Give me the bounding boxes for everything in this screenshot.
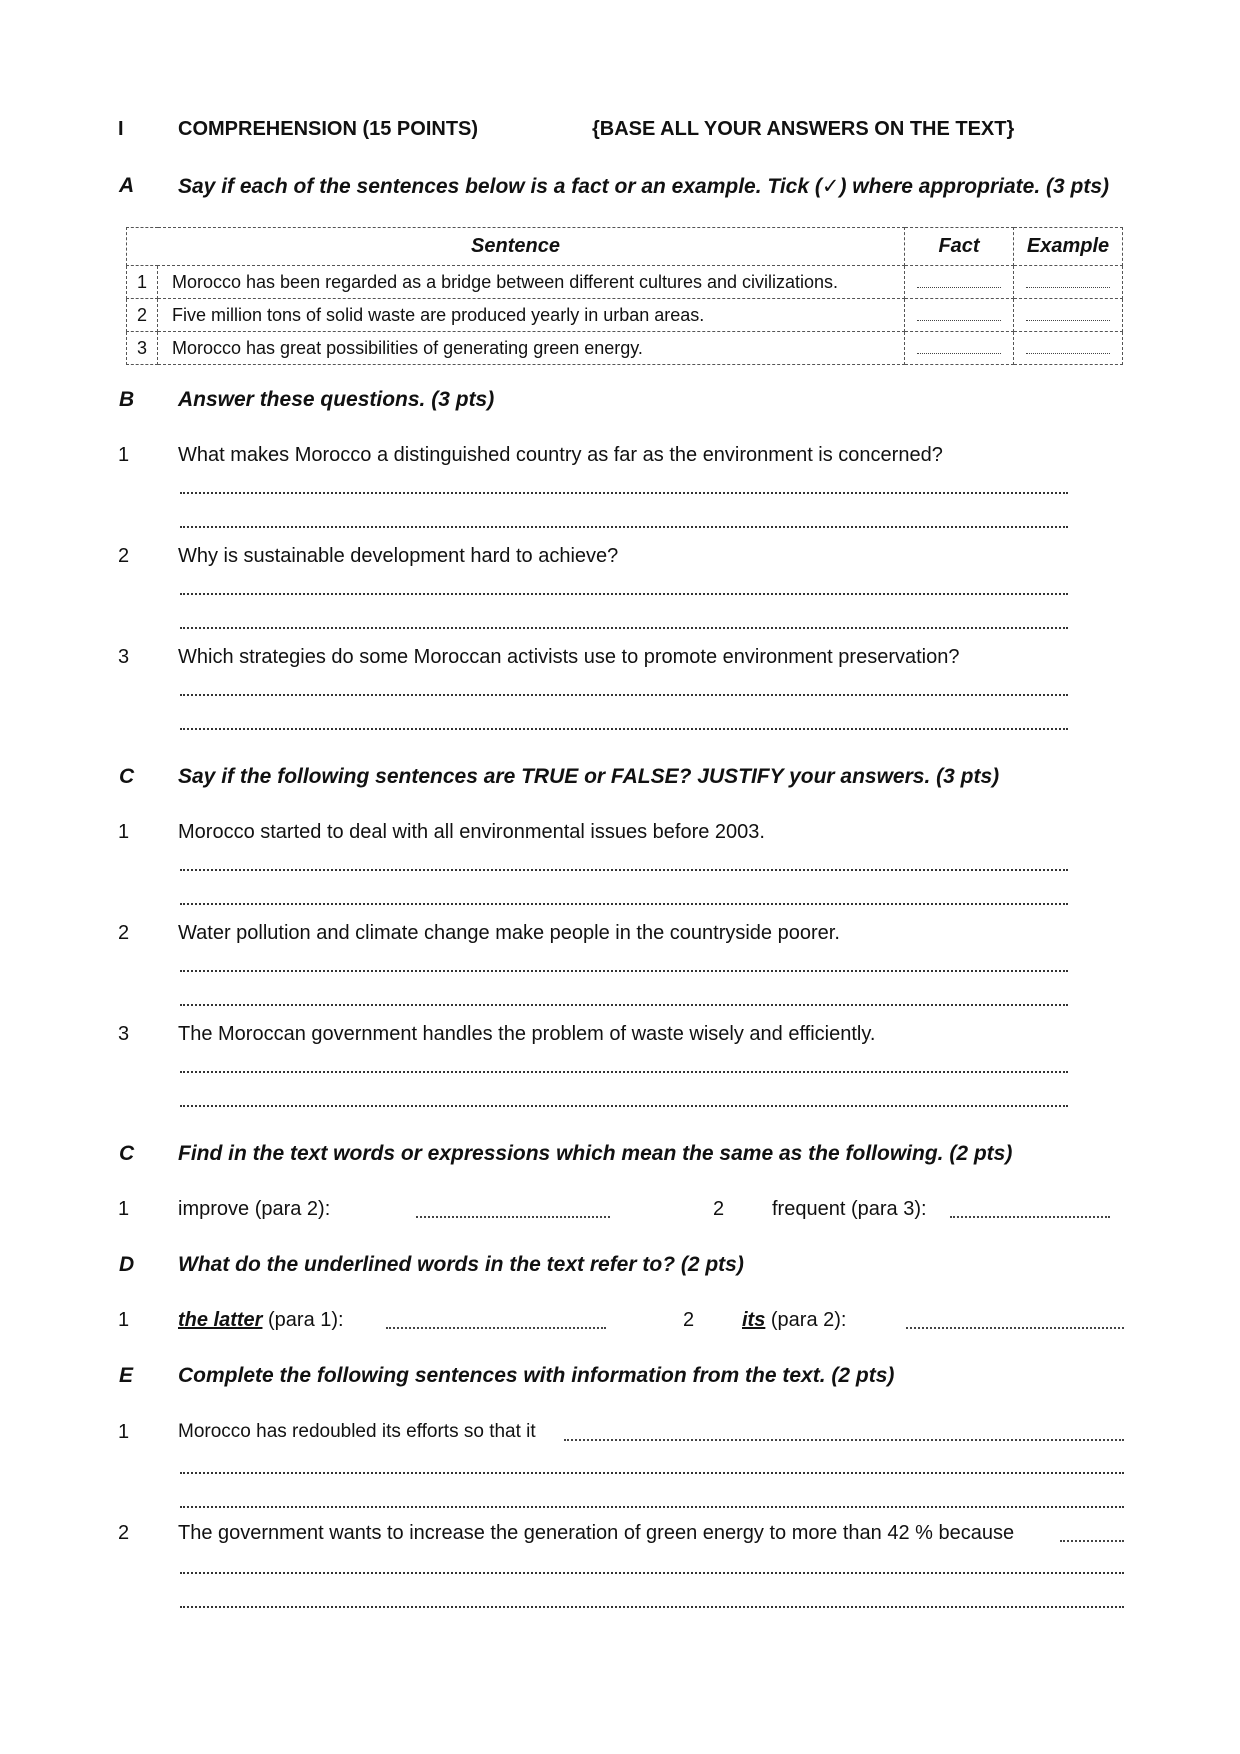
row-number: 2 — [127, 299, 158, 332]
reference-item — [742, 1309, 847, 1332]
answer-line[interactable] — [180, 526, 1068, 528]
item-number: 1 — [118, 1309, 130, 1331]
answer-line[interactable] — [180, 1071, 1068, 1073]
fact-tick-box[interactable] — [905, 299, 1014, 332]
item-number: 1 — [118, 1421, 130, 1443]
statement-number: 2 — [118, 922, 130, 944]
item-number: 1 — [118, 1198, 130, 1220]
vocab-word: frequent (para 3): — [772, 1198, 927, 1220]
statement-text: Morocco started to deal with all environmental issues before 2003. — [178, 821, 765, 843]
question-number: 2 — [118, 545, 130, 567]
completion-field[interactable] — [1060, 1540, 1124, 1542]
row-number: 3 — [127, 332, 158, 365]
answer-line[interactable] — [180, 728, 1068, 730]
answer-line[interactable] — [180, 627, 1068, 629]
row-sentence: Five million tons of solid waste are produced yearly in urban areas. — [158, 299, 905, 332]
item-number: 2 — [118, 1522, 130, 1544]
question-number: 3 — [118, 646, 130, 668]
section-c-instruction: Say if the following sentences are TRUE or FALSE? JUSTIFY your answers. (3 pts) — [178, 765, 1000, 788]
fact-tick-box[interactable] — [905, 266, 1014, 299]
row-number: 1 — [127, 266, 158, 299]
answer-line[interactable] — [180, 694, 1068, 696]
table-row — [127, 299, 1123, 332]
section-b-letter: B — [119, 388, 135, 411]
answer-line[interactable] — [180, 1105, 1068, 1107]
column-header-sentence: Sentence — [127, 228, 905, 266]
section-note: {BASE ALL YOUR ANSWERS ON THE TEXT} — [592, 118, 1015, 140]
reference-item — [178, 1309, 344, 1332]
answer-line[interactable] — [180, 593, 1068, 595]
row-sentence: Morocco has been regarded as a bridge between different cultures and civilizations. — [158, 266, 905, 299]
example-tick-box[interactable] — [1014, 299, 1123, 332]
answer-line[interactable] — [180, 1606, 1124, 1608]
question-text: Why is sustainable development hard to achieve? — [178, 545, 619, 567]
answer-line[interactable] — [180, 869, 1068, 871]
answer-line[interactable] — [180, 1472, 1124, 1474]
statement-number: 3 — [118, 1023, 130, 1045]
section-e-instruction: Complete the following sentences with information from the text. (2 pts) — [178, 1364, 895, 1387]
section-d-instruction: What do the underlined words in the text refer to? (2 pts) — [178, 1253, 744, 1276]
underlined-word: its — [742, 1309, 766, 1331]
underlined-word: the latter — [178, 1309, 263, 1331]
section-title: COMPREHENSION (15 POINTS) — [178, 118, 479, 140]
vocab-word: improve (para 2): — [178, 1198, 331, 1220]
reference-answer-field[interactable] — [906, 1327, 1124, 1329]
example-tick-box[interactable] — [1014, 332, 1123, 365]
answer-line[interactable] — [180, 492, 1068, 494]
table-row — [127, 332, 1123, 365]
completion-field[interactable] — [564, 1439, 1124, 1441]
question-text: Which strategies do some Moroccan activists use to promote environment preservation? — [178, 646, 960, 668]
sentence-start: Morocco has redoubled its efforts so that it — [178, 1421, 536, 1442]
table-row — [127, 266, 1123, 299]
fact-example-table — [126, 227, 1123, 365]
section-a-letter: A — [119, 174, 135, 197]
example-tick-box[interactable] — [1014, 266, 1123, 299]
statement-text: The Moroccan government handles the problem of waste wisely and efficiently. — [178, 1023, 876, 1045]
section-c2-letter: C — [119, 1142, 135, 1165]
answer-line[interactable] — [180, 1004, 1068, 1006]
sentence-start: The government wants to increase the generation of green energy to more than 42 % because — [178, 1522, 1015, 1544]
answer-line[interactable] — [180, 1572, 1124, 1574]
section-e-letter: E — [119, 1364, 134, 1387]
section-c-letter: C — [119, 765, 135, 788]
section-a-instruction: Say if each of the sentences below is a fact or an example. Tick (✓) where appropriate. (3 pts) — [178, 175, 1109, 198]
question-text: What makes Morocco a distinguished country as far as the environment is concerned? — [178, 444, 943, 466]
item-number: 2 — [683, 1309, 695, 1331]
question-number: 1 — [118, 444, 130, 466]
statement-text: Water pollution and climate change make people in the countryside poorer. — [178, 922, 840, 944]
section-c2-instruction: Find in the text words or expressions which mean the same as the following. (2 pts) — [178, 1142, 1013, 1165]
fact-tick-box[interactable] — [905, 332, 1014, 365]
section-d-letter: D — [119, 1253, 135, 1276]
section-b-instruction: Answer these questions. (3 pts) — [178, 388, 495, 411]
answer-line[interactable] — [180, 970, 1068, 972]
answer-line[interactable] — [180, 1506, 1124, 1508]
row-sentence: Morocco has great possibilities of generating green energy. — [158, 332, 905, 365]
section-roman-numeral: I — [118, 118, 124, 140]
statement-number: 1 — [118, 821, 130, 843]
paragraph-ref: (para 2): — [765, 1309, 847, 1331]
table-header-row — [127, 228, 1123, 266]
vocab-answer-field[interactable] — [950, 1216, 1110, 1218]
reference-answer-field[interactable] — [386, 1327, 606, 1329]
column-header-example: Example — [1014, 228, 1123, 266]
column-header-fact: Fact — [905, 228, 1014, 266]
item-number: 2 — [713, 1198, 725, 1220]
vocab-answer-field[interactable] — [416, 1216, 610, 1218]
paragraph-ref: (para 1): — [262, 1309, 344, 1331]
answer-line[interactable] — [180, 903, 1068, 905]
